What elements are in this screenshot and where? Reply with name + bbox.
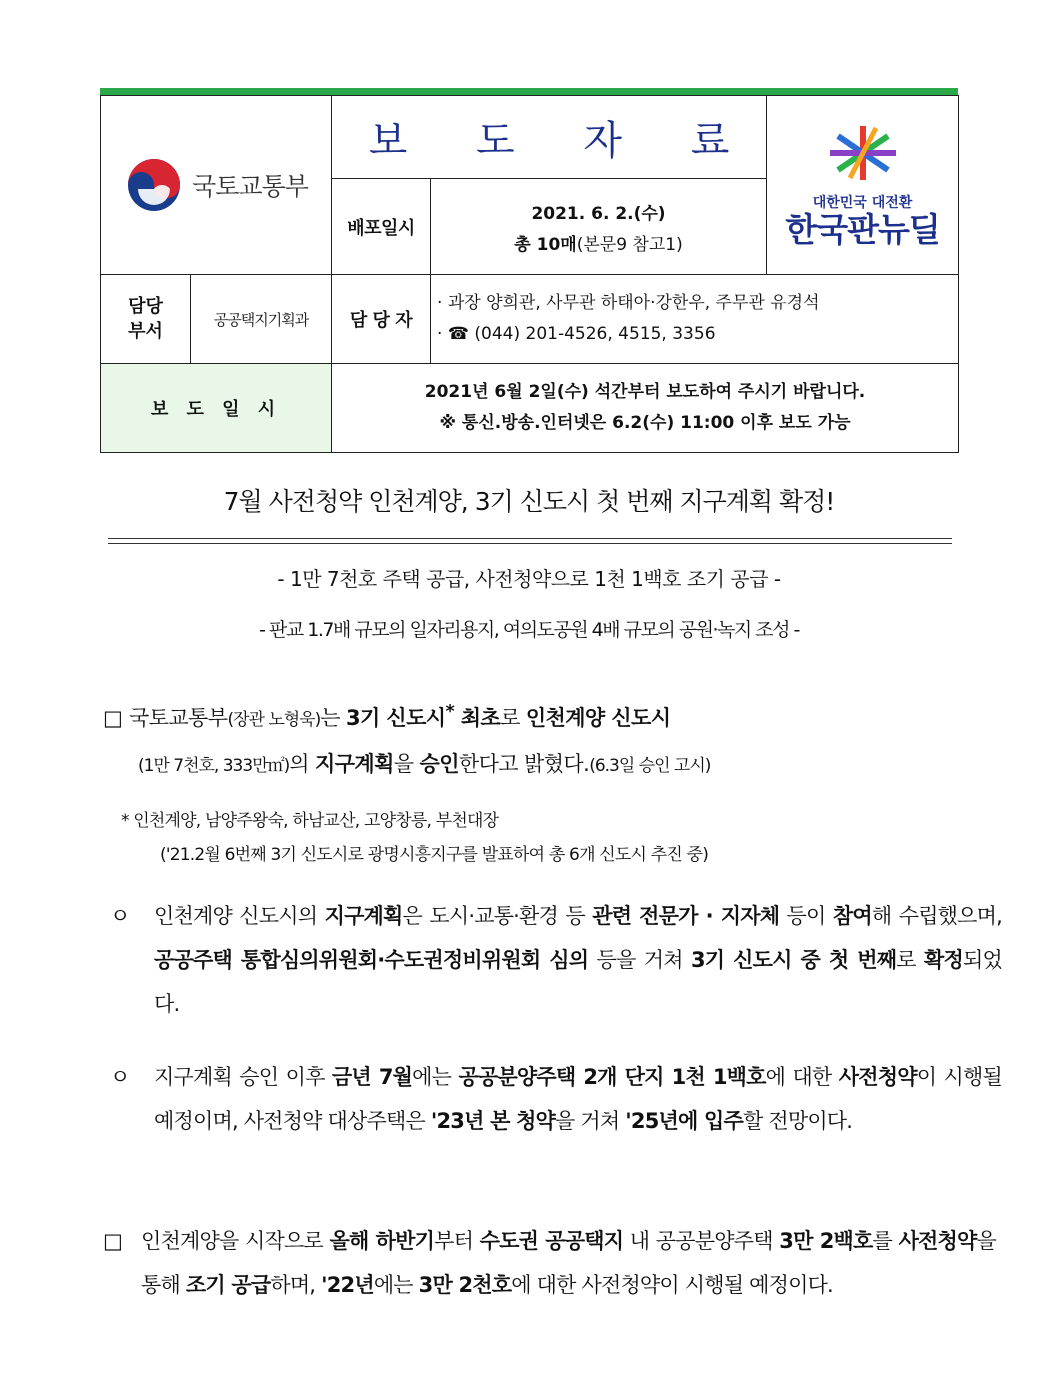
new-deal-star-icon: [818, 122, 908, 184]
dept-label-2: 부서: [128, 321, 163, 342]
release-line-2: ※ 통신.방송.인터넷은 6.2(수) 11:00 이후 보도 가능: [439, 413, 851, 433]
contact-label: 담 당 자: [332, 275, 431, 364]
pages-detail: (본문9 참고1): [576, 234, 683, 255]
checkbox-bullet-icon: □: [103, 1229, 123, 1253]
paragraph-2: □ 인천계양을 시작으로 올해 하반기부터 수도권 공공택지 내 공공분양주택 3만 2백호를 사전청약을 통해 조기 공급하며, '22년에는 3만 2천호에 대한 사전청약이 시행될 예정이다.: [103, 1219, 996, 1307]
subhead-1: - 1만 7천호 주택 공급, 사전청약으로 1천 1백호 조기 공급 -: [277, 567, 781, 591]
doc-type-cell: [332, 96, 767, 179]
release-info: [332, 364, 959, 453]
contact-phone: · ☎ (044) 201-4526, 4515, 3356: [437, 324, 716, 344]
doc-type-title: 보 도 자 료: [368, 117, 758, 164]
dept-name: 공공택지기획과: [191, 275, 332, 364]
distribution-info: [431, 179, 767, 275]
ministry-name: 국토교통부: [192, 172, 308, 201]
distribution-date: 2021. 6. 2.(수): [531, 203, 666, 224]
circle-bullet-icon: ㅇ: [110, 904, 130, 928]
taegeuk-emblem-icon: [124, 155, 184, 215]
ministry-logo-cell: [101, 96, 332, 275]
subhead-2: - 판교 1.7배 규모의 일자리용지, 여의도공원 4배 규모의 공원·녹지 조성 -: [259, 619, 799, 641]
press-release-header: [100, 95, 959, 453]
paragraph-1: □ 국토교통부(장관 노형욱)는 3기 신도시* 최초로 인천계양 신도시: [103, 702, 671, 730]
dept-label-cell: [101, 275, 191, 364]
korean-new-deal-logo-cell: [767, 96, 959, 275]
circle-bullet-icon: ㅇ: [110, 1065, 130, 1089]
pages-total: 총 10매: [514, 234, 577, 255]
headline-divider: [108, 538, 952, 544]
contact-people: · 과장 양희관, 사무관 하태아·강한우, 주무관 유경석: [437, 293, 820, 314]
bullet-2: ㅇ 지구계획 승인 이후 금년 7월에는 공공분양주택 2개 단지 1천 1백호에 대한 사전청약이 시행될 예정이며, 사전청약 대상주택은 '23년 본 청약을 거쳐 '25년에 입주할 전망이다.: [110, 1055, 1002, 1143]
release-label: 보 도 일 시: [101, 364, 332, 453]
new-deal-title: 한국판뉴딜: [785, 209, 940, 249]
contact-info: [431, 275, 959, 364]
paragraph-1-cont: (1만 7천호, 333만㎡)의 지구계획을 승인한다고 밝혔다.(6.3일 승인 고시): [138, 752, 711, 776]
distribution-label: 배포일시: [332, 179, 431, 275]
dept-label-1: 담당: [128, 295, 163, 317]
new-deal-subtitle: 대한민국 대전환: [812, 194, 913, 211]
header-top-bar: [100, 88, 958, 95]
release-line-1: 2021년 6월 2일(수) 석간부터 보도하여 주시기 바랍니다.: [424, 382, 866, 403]
bullet-1: ㅇ 인천계양 신도시의 지구계획은 도시·교통·환경 등 관련 전문가 · 지자체 등이 참여해 수립했으며, 공공주택 통합심의위원회·수도권정비위원회 심의 등을 거쳐 3기 신도시 중 첫 번째로 확정되었다.: [110, 894, 1002, 1026]
headline: 7월 사전청약 인천계양, 3기 신도시 첫 번째 지구계획 확정!: [223, 487, 835, 516]
footnote-2: ('21.2월 6번째 3기 신도시로 광명시흥지구를 발표하여 총 6개 신도시 추진 중): [160, 845, 709, 865]
footnote-1: * 인천계양, 남양주왕숙, 하남교산, 고양창릉, 부천대장: [121, 811, 499, 831]
checkbox-bullet-icon: □: [103, 706, 123, 730]
